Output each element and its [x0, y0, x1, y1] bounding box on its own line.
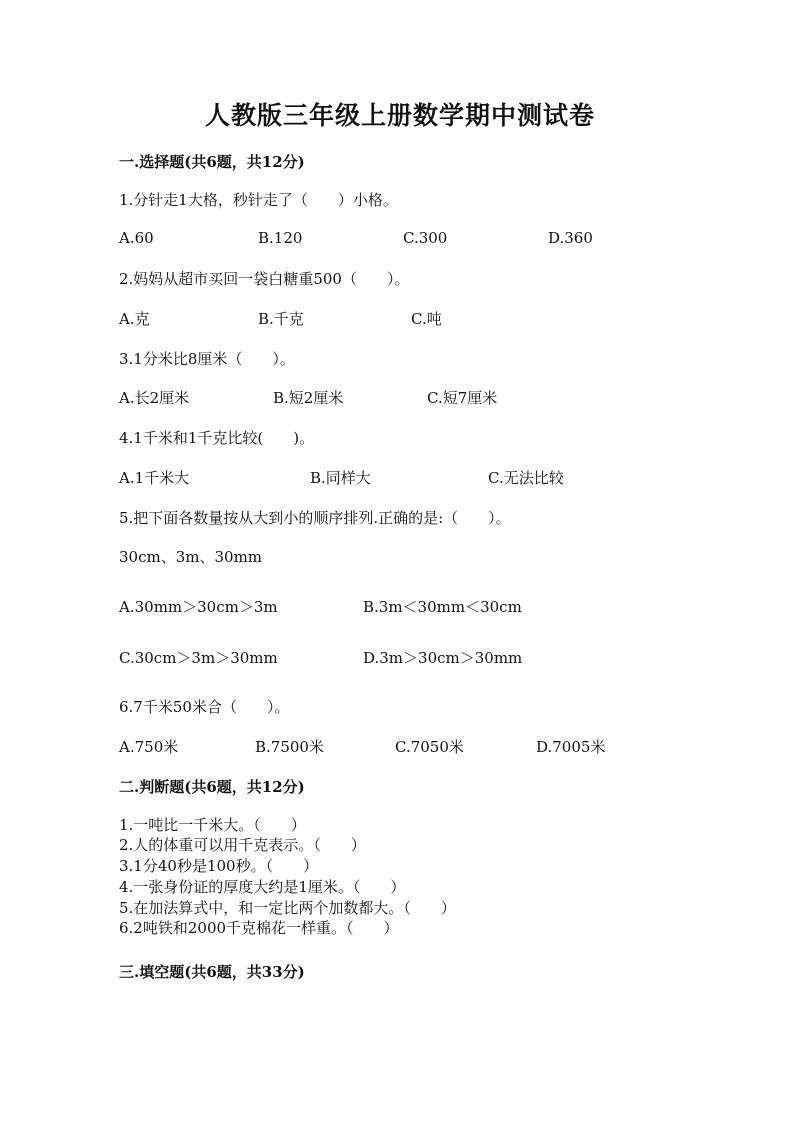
question-6-option-b: B.7500米	[255, 738, 324, 756]
question-5-option-c: C.30cm＞3m＞30mm	[119, 649, 278, 667]
question-6-option-a: A.750米	[119, 738, 179, 756]
question-1-option-b: B.120	[258, 229, 303, 247]
question-2: 2.妈妈从超市买回一袋白糖重500（ ）。	[119, 270, 410, 288]
question-5-subtext: 30cm、3m、30mm	[119, 548, 263, 566]
section-heading-judge: 二.判断题(共6题，共12分)	[119, 778, 305, 796]
judge-item-1: 1.一吨比一千米大。（ ）	[119, 816, 306, 834]
judge-item-5: 5.在加法算式中，和一定比两个加数都大。（ ）	[119, 899, 456, 917]
question-6-option-c: C.7050米	[395, 738, 464, 756]
section-heading-fill: 三.填空题(共6题，共33分)	[119, 963, 305, 981]
question-1: 1.分针走1大格，秒针走了（ ）小格。	[119, 191, 398, 209]
question-3-option-a: A.长2厘米	[119, 389, 190, 407]
question-3-option-b: B.短2厘米	[273, 389, 344, 407]
question-4-option-b: B.同样大	[310, 469, 371, 487]
judge-item-6: 6.2吨铁和2000千克棉花一样重。（ ）	[119, 919, 399, 937]
question-4-option-a: A.1千米大	[119, 469, 190, 487]
question-5: 5.把下面各数量按从大到小的顺序排列.正确的是:（ ）。	[119, 509, 511, 527]
question-6-option-d: D.7005米	[536, 738, 606, 756]
question-1-option-d: D.360	[548, 229, 593, 247]
question-6: 6.7千米50米合（ ）。	[119, 698, 290, 716]
question-1-option-a: A.60	[119, 229, 154, 247]
question-3-option-c: C.短7厘米	[427, 389, 498, 407]
judge-item-2: 2.人的体重可以用千克表示。（ ）	[119, 836, 366, 854]
question-2-option-c: C.吨	[411, 310, 442, 328]
question-5-option-d: D.3m＞30cm＞30mm	[363, 649, 523, 667]
judge-item-3: 3.1分40秒是100秒。（ ）	[119, 857, 319, 875]
section-heading-choice: 一.选择题(共6题，共12分)	[119, 153, 305, 171]
question-5-option-b: B.3m＜30mm＜30cm	[363, 598, 522, 616]
question-2-option-b: B.千克	[258, 310, 304, 328]
page-title: 人教版三年级上册数学期中测试卷	[204, 101, 595, 130]
question-2-option-a: A.克	[119, 310, 150, 328]
question-3: 3.1分米比8厘米（ ）。	[119, 350, 295, 368]
judge-item-4: 4.一张身份证的厚度大约是1厘米。（ ）	[119, 878, 406, 896]
question-4-option-c: C.无法比较	[488, 469, 564, 487]
question-5-option-a: A.30mm＞30cm＞3m	[119, 598, 278, 616]
question-1-option-c: C.300	[403, 229, 448, 247]
question-4: 4.1千米和1千克比较( )。	[119, 429, 315, 447]
